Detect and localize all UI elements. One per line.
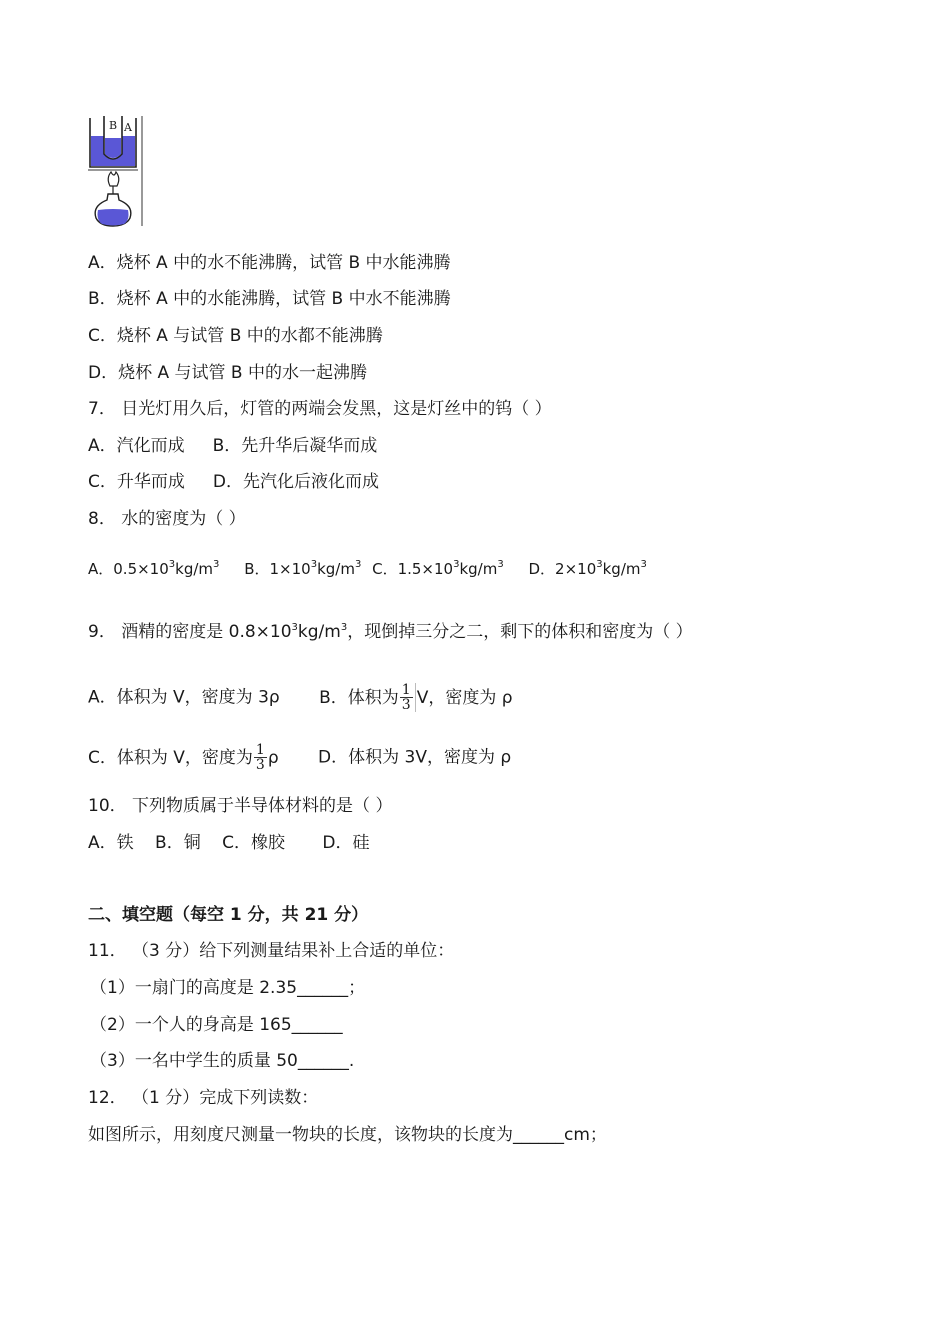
beaker-test-tube-figure (86, 114, 148, 228)
q12-stem: 12． （1 分）完成下列读数： (88, 1088, 319, 1108)
q9-option-b: B．体积为 $\frac{1}{3}$ V，密度为 ρ (319, 682, 513, 713)
q11-stem: 11． （3 分）给下列测量结果补上合适的单位： (88, 941, 455, 961)
q11-item-2: （2）一个人的身高是 165______ (90, 1015, 343, 1035)
q8-option-d: D．$2\times 10^3kg/m^3$ (528, 559, 647, 578)
q11-item-1: （1）一扇门的高度是 2.35______； (90, 978, 366, 998)
fraction-one-third: $\frac{1}{3}$ (400, 683, 416, 712)
q8-options (88, 558, 647, 583)
q11-item-3: （3）一名中学生的质量 50______. (90, 1051, 355, 1071)
q9-option-a: A．体积为 V，密度为 3ρ (88, 687, 280, 708)
q9-options-row2 (88, 743, 511, 772)
label-b: B (109, 119, 118, 132)
section-heading: 二、填空题（每空 1 分，共 21 分） (88, 905, 369, 925)
q9-option-c: C．体积为 V，密度为 $\frac{1}{3}$ ρ (88, 742, 279, 773)
q6-option-d: D．烧杯 A 与试管 B 中的水一起沸腾 (88, 363, 367, 383)
q10-option-d: D．硅 (322, 833, 370, 853)
q6-option-a: A．烧杯 A 中的水不能沸腾，试管 B 中水能沸腾 (88, 253, 451, 273)
q7-option-d: D．先汽化后液化而成 (212, 472, 379, 492)
q8-option-b: B．$1\times 10^3kg/m^3$ (244, 559, 362, 578)
q10-option-b: B．铜 (155, 833, 201, 853)
q6-option-b: B．烧杯 A 中的水能沸腾，试管 B 中水不能沸腾 (88, 289, 451, 309)
q9-option-d: D．体积为 3V，密度为 ρ (318, 747, 512, 768)
q7-options-row1 (88, 435, 377, 457)
label-a: A (124, 121, 132, 134)
q10-options (88, 832, 370, 854)
q6-option-c: C．烧杯 A 与试管 B 中的水都不能沸腾 (88, 326, 383, 346)
q8-stem: 8． 水的密度为（ ） (88, 509, 246, 529)
q7-options-row2 (88, 471, 379, 493)
q7-option-c: C．升华而成 (88, 472, 185, 492)
q10-stem: 10． 下列物质属于半导体材料的是（ ） (88, 796, 393, 816)
q8-option-a: A．$0.5\times 10^3kg/m^3$ (88, 559, 220, 578)
fraction-one-third: $\frac{1}{3}$ (255, 742, 265, 773)
q9-options-row1 (88, 683, 513, 712)
q9-stem: 9． 酒精的密度是 $0.8\times 10^3kg/m^3$，现倒掉三分之二，剩下的体积和密度为（ ） (88, 622, 693, 642)
q12-line: 如图所示，用刻度尺测量一物块的长度，该物块的长度为______cm； (88, 1125, 607, 1145)
q7-option-b: B．先升华后凝华而成 (212, 436, 378, 456)
q8-option-c: C．$1.5\times 10^3kg/m^3$ (372, 559, 504, 578)
q7-option-a: A．汽化而成 (88, 436, 185, 456)
q10-option-c: C．橡胶 (222, 833, 285, 853)
q7-stem: 7． 日光灯用久后，灯管的两端会发黑，这是灯丝中的钨（ ） (88, 399, 552, 419)
q10-option-a: A．铁 (88, 833, 134, 853)
